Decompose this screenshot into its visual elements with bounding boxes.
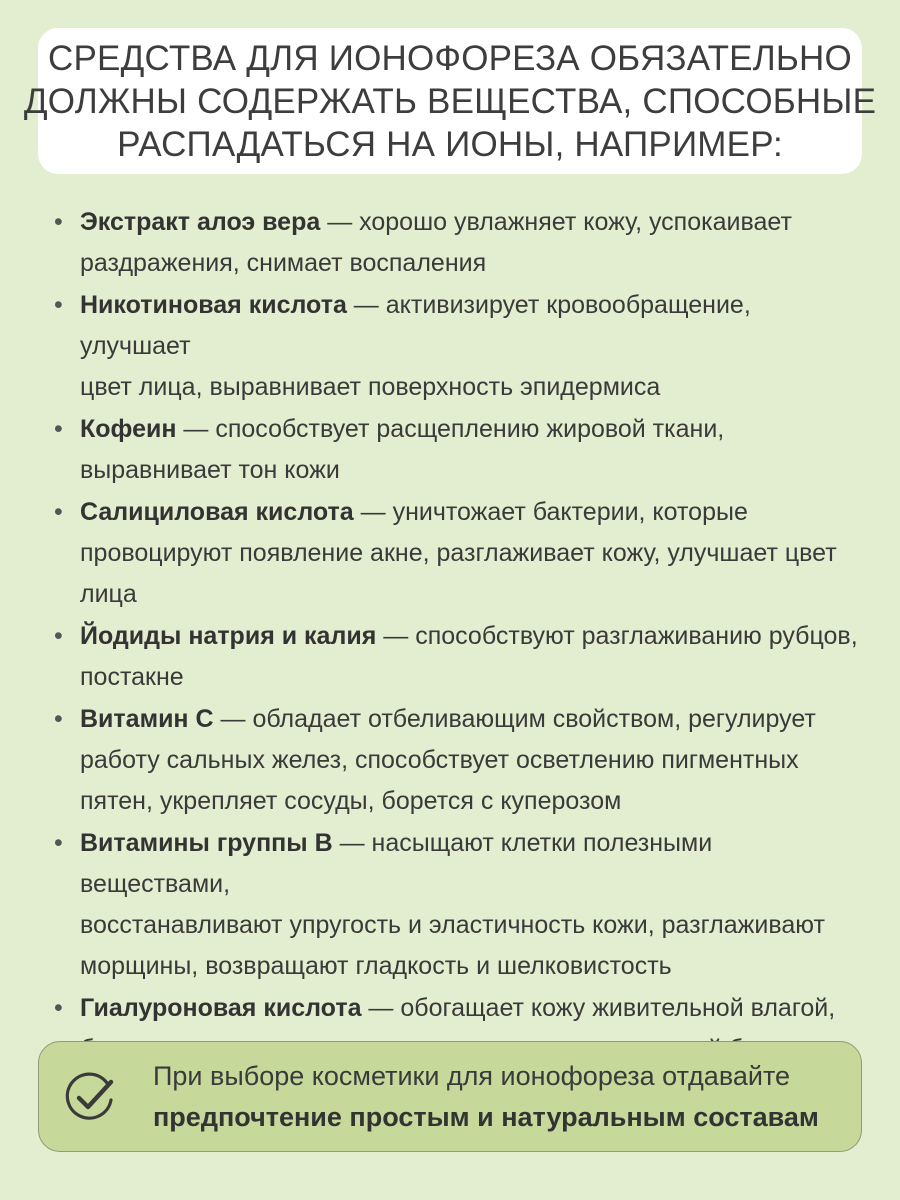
list-item-vitamin-b [48,823,868,987]
ingredient-description: — способствуют разглаживанию рубцов, [376,622,858,650]
page-title-line-3: РАСПАДАТЬСЯ НА ИОНЫ, НАПРИМЕР: [117,124,783,164]
ingredient-description: морщины, возвращают гладкость и шелковистость [80,952,672,980]
bullet-icon: • [54,994,63,1022]
tip-line-2: предпочтение простым и натуральным составам [153,1102,819,1132]
ingredient-description: раздражения, снимает воспаления [80,249,487,277]
list-item-caffeine [48,409,868,491]
check-circle-icon [61,1069,119,1127]
ingredient-description: пятен, укрепляет сосуды, борется с куперозом [80,787,622,815]
ingredient-name: Йодиды натрия и калия [80,622,377,650]
ingredient-name: Гиалуроновая кислота [80,994,362,1022]
ingredient-description: — хорошо увлажняет кожу, успокаивает [320,208,792,236]
bullet-icon: • [54,291,63,319]
list-item-salicylic-acid [48,492,868,615]
ingredient-description: — уничтожает бактерии, которые [353,498,748,526]
ingredient-description: — обогащает кожу живительной влагой, [361,994,836,1022]
list-item-nicotinic-acid [48,285,868,408]
ingredient-name: Витамины группы В [80,829,333,857]
ingredient-description: работу сальных желез, способствует осветлению пигментных [80,746,799,774]
list-item-vitamin-c [48,699,868,822]
bullet-icon: • [54,829,63,857]
ingredient-description: провоцируют появление акне, разглаживает кожу, улучшает цвет [80,539,837,567]
page-title [24,37,876,166]
bullet-icon: • [54,622,63,650]
ingredient-description: — активизирует кровообращение, улучшает [80,291,751,360]
ingredient-description: постакне [80,663,184,691]
bullet-icon: • [54,705,63,733]
tip-box [38,1041,862,1152]
ingredient-description: — способствует расщеплению жировой ткани, [176,415,725,443]
page-title-line-2: ДОЛЖНЫ СОДЕРЖАТЬ ВЕЩЕСТВА, СПОСОБНЫЕ [23,81,877,121]
ingredient-list [48,202,868,1112]
tip-line-1: При выборе косметики для ионофореза отдавайте [153,1061,791,1091]
ingredient-name: Никотиновая кислота [80,291,347,319]
bullet-icon: • [54,208,63,236]
ingredient-name: Кофеин [80,415,177,443]
ingredient-description: цвет лица, выравнивает поверхность эпидермиса [80,373,661,401]
ingredient-description: лица [80,580,137,608]
ingredient-description: — обладает отбеливающим свойством, регулирует [213,705,816,733]
ingredient-description: — насыщают клетки полезными веществами, [80,829,713,898]
tip-text [153,1056,853,1138]
ingredient-name: Витамин С [80,705,214,733]
list-item-iodides [48,616,868,698]
list-item-aloe [48,202,868,284]
ingredient-name: Экстракт алоэ вера [80,208,321,236]
bullet-icon: • [54,415,63,443]
ingredient-name: Салициловая кислота [80,498,354,526]
bullet-icon: • [54,498,63,526]
page-title-line-1: СРЕДСТВА ДЛЯ ИОНОФОРЕЗА ОБЯЗАТЕЛЬНО [48,38,852,78]
ingredient-description: выравнивает тон кожи [80,456,340,484]
ingredient-description: восстанавливают упругость и эластичность кожи, разглаживают [80,911,825,939]
header-card [23,28,877,174]
